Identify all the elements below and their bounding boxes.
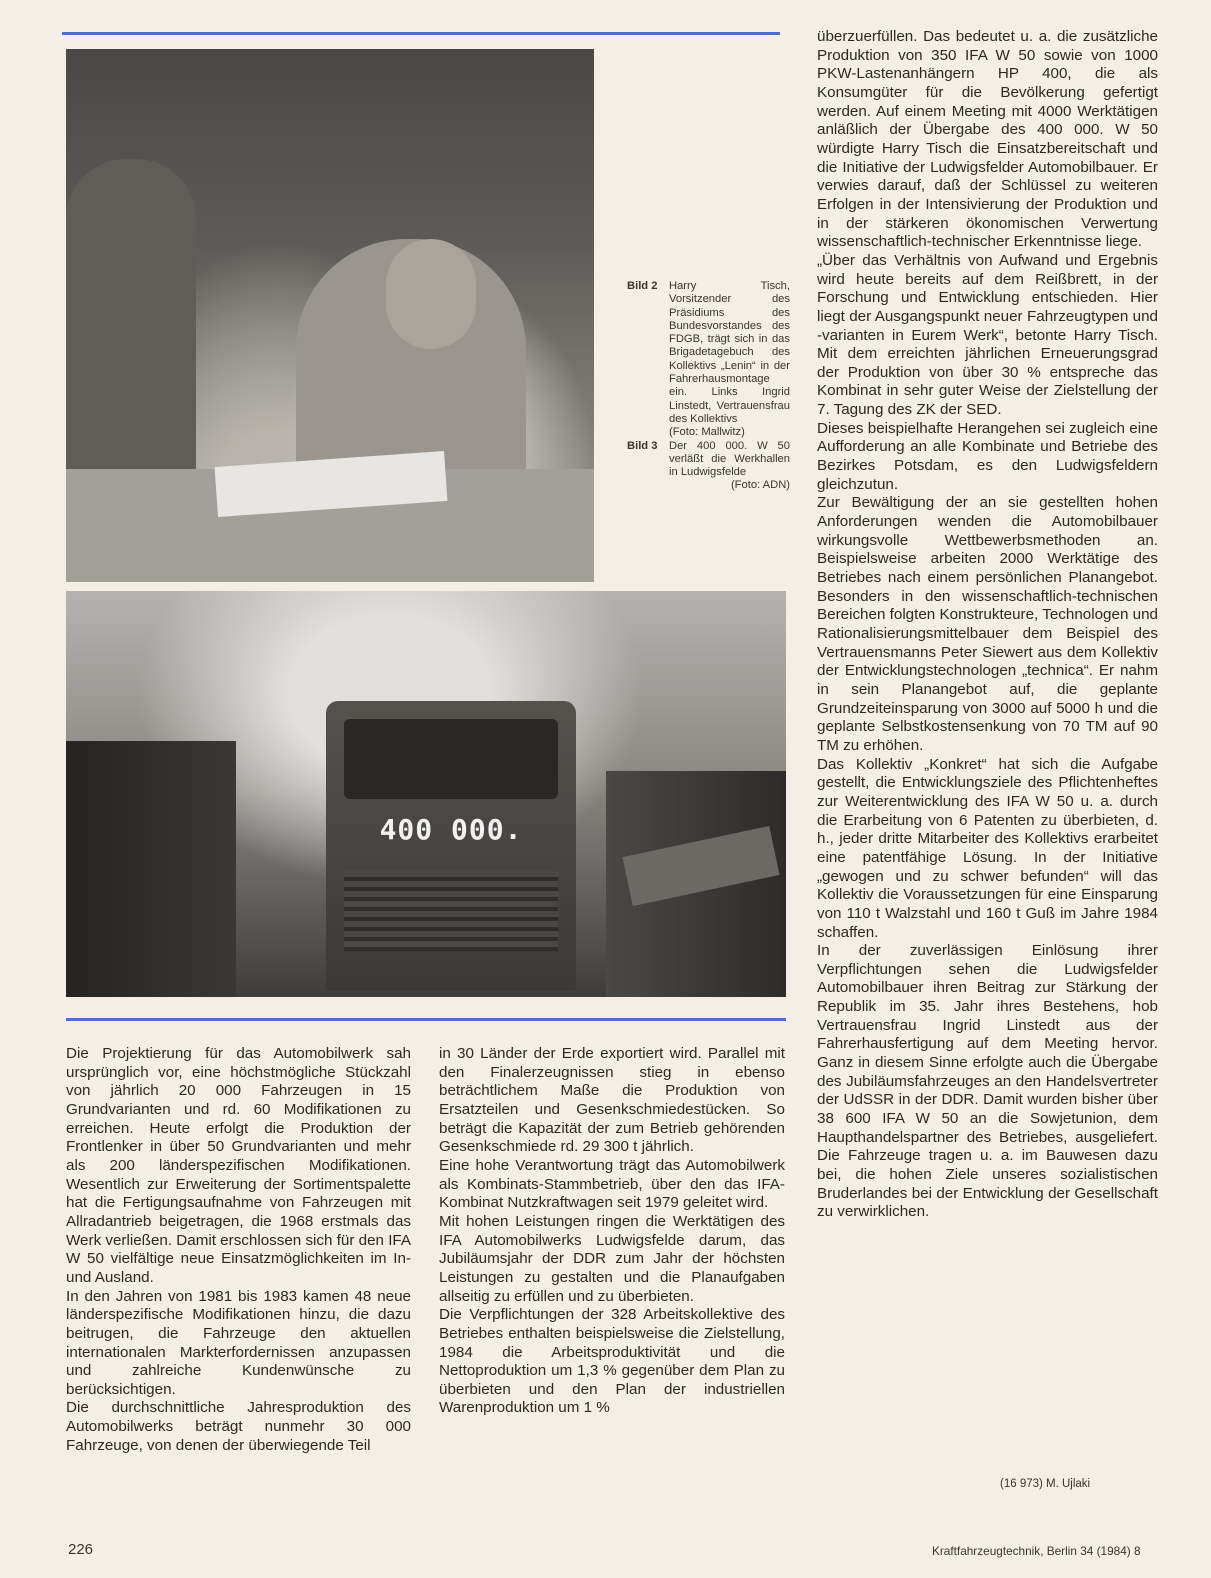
paragraph: überzuerfüllen. Das bedeutet u. a. die zusätzliche Produktion von 350 IFA W 50 sowie von 1000 PKW-Lastenanhängern HP 400, die als Konsumgüter für die Bevölkerung gefertigt werden. Auf einem Meeting mit 4000 Werktätigen anläßlich der Übergabe des 400 000. W 50 würdigte Harry Tisch die Einsatzbereitschaft und die Initiative der Ludwigsfelder Automobilbauer. Er verwies darauf, daß der Schlüssel zu weiteren Erfolgen in der Intensivierung der Produktion und in der stärkeren ökonomischen Verwertung wissenschaftlich-technischer Erkenntnisse liege. bbox=[817, 28, 1158, 251]
paragraph: Mit hohen Leistungen ringen die Werktätigen des IFA Automobilwerks Ludwigsfelde darum, das Jubiläumsjahr der DDR zum Jahr der höchsten Leistungen zu gestalten und die Planaufgaben allseitig zu erfüllen und zu überbieten. bbox=[439, 1212, 785, 1305]
middle-rule bbox=[66, 1018, 786, 1021]
article-column-middle bbox=[439, 1045, 785, 1418]
photo-figure-head bbox=[386, 239, 476, 349]
caption-text: Der 400 000. W 50 verläßt die Werkhallen in Ludwigsfelde bbox=[669, 439, 790, 479]
photo-bild-2 bbox=[66, 49, 594, 582]
paragraph: Das Kollektiv „Konkret“ hat sich die Aufgabe gestellt, die Entwicklungsziele des Pflichtenheftes zur Weiterentwicklung des IFA W 50 u. a. durch die Erarbeitung von 6 Patenten zu überbieten, d. h., jeder dritte Mitarbeiter des Kollektivs erarbeitet eine patentfähige Lösung. In der Initiative „gewogen und zu schwer befunden“ will das Kollektiv die Voraussetzungen für eine Einsparung von 110 t Walzstahl und 160 t Guß im Jahre 1984 schaffen. bbox=[817, 755, 1158, 941]
truck-windshield bbox=[344, 719, 558, 799]
paragraph: Die Projektierung für das Automobilwerk sah ursprünglich vor, eine höchstmögliche Stückzahl von jährlich 20 000 Fahrzeugen in 15 Grundvarianten und rd. 60 Modifikationen zu erreichen. Heute erfolgt die Produktion der Frontlenker in über 50 Grundvarianten und mehr als 200 länderspezifischen Modifikationen. Wesentlich zur Erweiterung der Sortimentspalette hat die Fertigungsaufnahme von Fahrzeugen mit Allradantrieb beigetragen, die 1968 erstmals das Werk verließen. Damit erschlossen sich für den IFA W 50 vielfältige neue Einsatzmöglichkeiten im In- und Ausland. bbox=[66, 1045, 411, 1286]
caption-bild-3 bbox=[622, 440, 790, 493]
paragraph: Die durchschnittliche Jahresproduktion des Automobilwerks beträgt nunmehr 30 000 Fahrzeuge, von denen der überwiegende Teil bbox=[66, 1399, 411, 1454]
paragraph: in 30 Länder der Erde exportiert wird. Parallel mit den Finalerzeugnissen stieg in ebenso beträchtlichem Maße die Produktion von Ersatzteilen und Gesenkschmiedestücken. So beträgt die Kapazität der zum Betrieb gehörenden Gesenkschmiede rd. 29 300 t jährlich. bbox=[439, 1045, 785, 1156]
paragraph: „Über das Verhältnis von Aufwand und Ergebnis wird heute bereits auf dem Reißbrett, in der Forschung und Entwicklung entschieden. Hier liegt der Ausgangspunkt neuer Fahrzeugtypen und -varianten in Eurem Werk“, betonte Harry Tisch. Mit dem erreichten jährlichen Erneuerungsgrad der Produktion von über 30 % entspreche das Kombinat in sehr guter Weise der Zielstellung der 7. Tagung des ZK der SED. bbox=[817, 251, 1158, 419]
journal-citation: Kraftfahrzeugtechnik, Berlin 34 (1984) 8 bbox=[932, 1544, 1141, 1558]
caption-label: Bild 2 bbox=[627, 280, 658, 292]
caption-bild-2 bbox=[622, 280, 790, 440]
photo-truck bbox=[326, 701, 576, 991]
caption-label: Bild 3 bbox=[627, 439, 658, 452]
author-signature: (16 973) M. Ujlaki bbox=[1000, 1478, 1091, 1490]
paragraph: In den Jahren von 1981 bis 1983 kamen 48 neue länderspezifische Modifikationen hinzu, die dazu beitrugen, die Fahrzeuge den aktuellen internationalen Markterfordernissen anzupassen und zahlreiche Kundenwünsche zu berücksichtigen. bbox=[66, 1287, 411, 1398]
top-rule bbox=[62, 32, 780, 35]
photo-crowd-left bbox=[66, 741, 236, 997]
photo-bild-3 bbox=[66, 591, 786, 997]
paragraph: Zur Bewältigung der an sie gestellten hohen Anforderungen wenden die Automobilbauer wirkungsvolle Wettbewerbsmethoden an. Beispielsweise arbeiten 2000 Werktätige des Betriebes nach einem persönlichen Planangebot. Besonders in den wissenschaftlich-technischen Bereichen folgten Konstrukteure, Technologen und Rationalisierungsmittelbauer dem Beispiel des Vertrauensmanns Peter Siewert aus dem Kollektiv der Entwicklungstechnologen „technica“. Er nahm in sein Planangebot auf, die geplante Grundzeiteinsparung von 3000 auf 5000 h und die geplante Selbstkostensenkung von 70 TM auf 90 TM zu erhöhen. bbox=[817, 494, 1158, 754]
truck-plate: 400 000. bbox=[379, 813, 523, 846]
paragraph: Die Verpflichtungen der 328 Arbeitskollektive des Betriebes enthalten beispielsweise die Zielstellung, 1984 die Arbeitsproduktivität und die Nettoproduktion um 1,3 % gegenüber dem Plan zu überbieten und den Plan der industriellen Warenproduktion um 1 % bbox=[439, 1306, 785, 1417]
paragraph: Eine hohe Verantwortung trägt das Automobilwerk als Kombinats-Stammbetrieb, über den das IFA-Kombinat Nutzkraftwagen seit 1979 geleitet wird. bbox=[439, 1156, 785, 1212]
article-column-right bbox=[817, 28, 1158, 1222]
truck-grille bbox=[344, 871, 558, 951]
caption-credit: (Foto: ADN) bbox=[730, 479, 790, 492]
paragraph: In der zuverlässigen Einlösung ihrer Verpflichtungen sehen die Ludwigsfelder Automobilbauer ihren Beitrag zur Stärkung der Republik im 35. Jahr ihres Bestehens, hob Vertrauensfrau Ingrid Linstedt aus der Fahrerhausfertigung auf dem Meeting hervor. Ganz in diesem Sinne erfolgte auch die Übergabe des Jubiläumsfahrzeuges an den Handelsvertreter der UdSSR in der DDR. Damit wurden bisher über 38 600 IFA W 50 an die Sowjetunion, dem Haupthandelspartner des Betriebes, ausgeliefert. Die Fahrzeuge tragen u. a. im Bauwesen dazu bei, die hohen Ziele unseres sozialistischen Bruderlandes bei der Entwicklung der Gesellschaft zu verwirklichen. bbox=[817, 942, 1158, 1221]
captions bbox=[622, 280, 790, 493]
caption-credit: (Foto: Mallwitz) bbox=[669, 426, 745, 439]
caption-text: Harry Tisch, Vorsitzender des Präsidiums des Bundesvorstandes des FDGB, trägt sich in das Brigadetagebuch des Kollektivs „Lenin“ in der Fahrerhausmontage ein. Links Ingrid Linstedt, Vertrauensfrau des Kollektivs bbox=[669, 280, 790, 425]
page-number: 226 bbox=[68, 1541, 94, 1558]
article-column-left bbox=[66, 1045, 411, 1455]
paragraph: Dieses beispielhafte Herangehen sei zugleich eine Aufforderung an alle Kombinate und Betriebe des Bezirkes Potsdam, es den Ludwigsfeldern gleichzutun. bbox=[817, 419, 1158, 493]
